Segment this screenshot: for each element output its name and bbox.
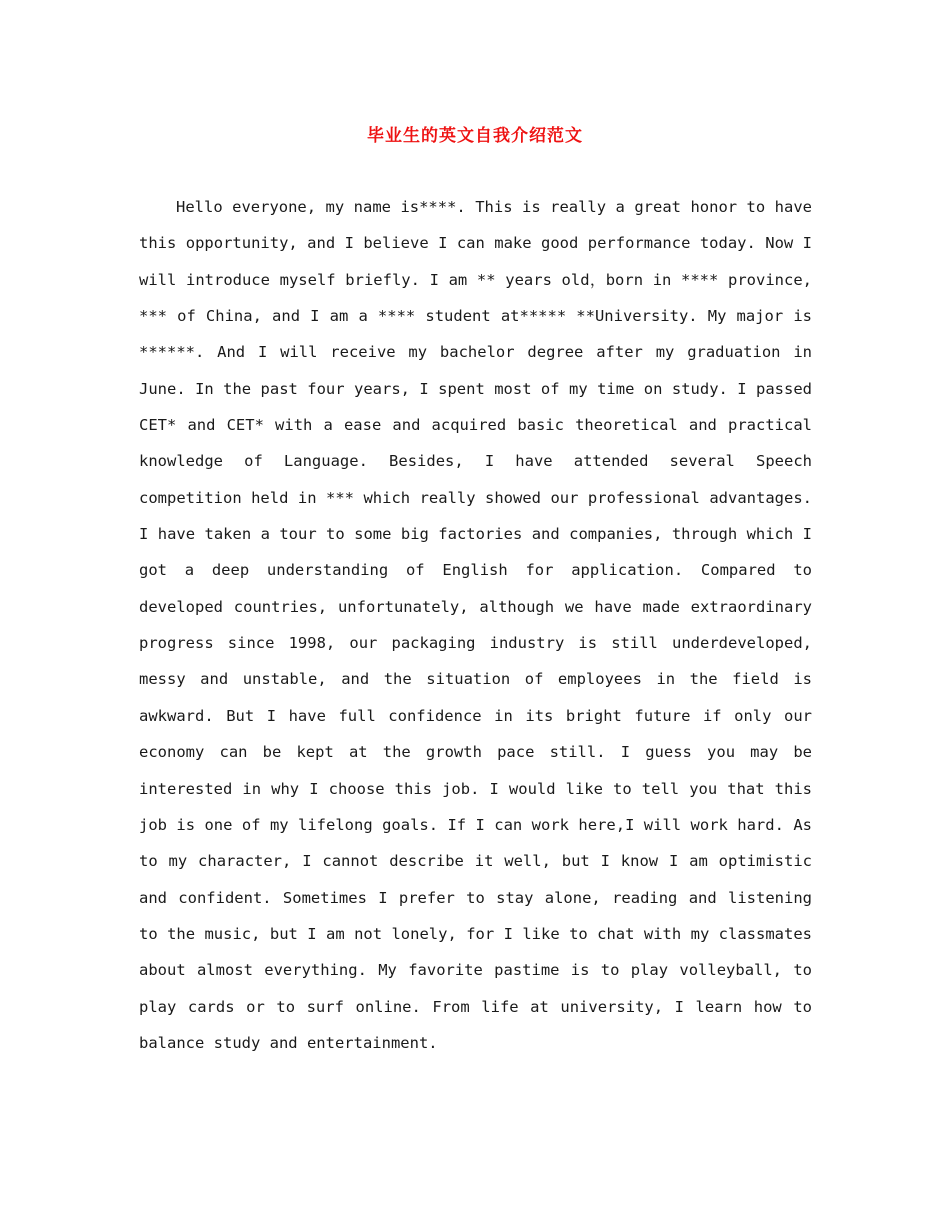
body-line-1: Hello everyone, my name is****. This is really a great honor to have (176, 198, 812, 216)
document-body (139, 189, 812, 1061)
body-line-20: and confident. Sometimes I prefer to stay alone, reading and listening (139, 888, 812, 907)
body-line-19: to my character, I cannot describe it well, but I know I am optimistic (139, 852, 812, 871)
body-line-13: progress since 1998, our packaging industry is still underdeveloped, (139, 634, 812, 653)
body-line-11: got a deep understanding of English for application. Compared to (139, 561, 812, 580)
body-line-18: job is one of my lifelong goals. If I can work here,I will work hard. As (139, 815, 812, 834)
body-line-17: interested in why I choose this job. I would like to tell you that this (139, 779, 812, 798)
body-line-21: to the music, but I am not lonely, for I like to chat with my classmates (139, 924, 812, 943)
body-line-12: developed countries, unfortunately, although we have made extraordinary (139, 597, 812, 616)
body-line-10: I have taken a tour to some big factories and companies, through which I (139, 525, 812, 544)
body-line-6: June. In the past four years, I spent most of my time on study. I passed (139, 379, 812, 398)
document-title: 毕业生的英文自我介绍范文 (367, 126, 583, 146)
body-line-9: competition held in *** which really showed our professional advantages. (139, 488, 812, 507)
body-line-14: messy and unstable, and the situation of employees in the field is (139, 670, 812, 689)
body-line-16: economy can be kept at the growth pace still. I guess you may be (139, 743, 812, 762)
body-line-4: *** of China, and I am a **** student at***** **University. My major is (139, 307, 812, 326)
body-line-5: ******. And I will receive my bachelor degree after my graduation in (139, 343, 812, 362)
body-line-24: balance study and entertainment. (139, 1033, 438, 1052)
body-line-3: will introduce myself briefly. I am ** years old，born in **** province, (139, 270, 812, 289)
body-line-23: play cards or to surf online. From life at university, I learn how to (139, 997, 812, 1016)
body-line-15: awkward. But I have full confidence in its bright future if only our (139, 706, 812, 725)
body-line-8: knowledge of Language. Besides, I have attended several Speech (139, 452, 812, 471)
body-line-2: this opportunity, and I believe I can make good performance today. Now I (139, 234, 812, 253)
body-line-22: about almost everything. My favorite pastime is to play volleyball, to (139, 961, 812, 980)
body-line-7: CET* and CET* with a ease and acquired basic theoretical and practical (139, 416, 812, 435)
